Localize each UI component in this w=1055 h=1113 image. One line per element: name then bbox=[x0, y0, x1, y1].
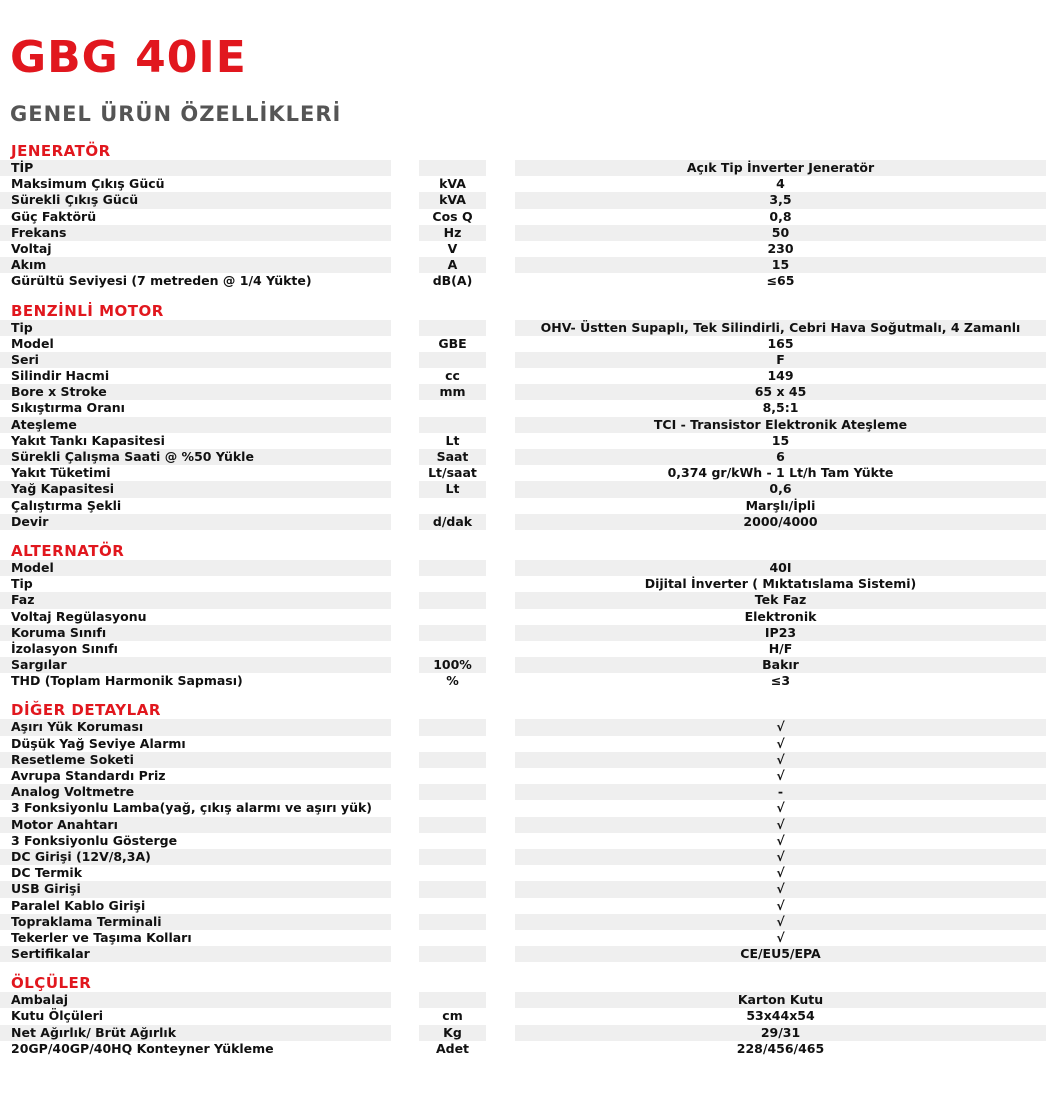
spec-value: 0,374 gr/kWh - 1 Lt/h Tam Yükte bbox=[667, 465, 894, 481]
spec-unit bbox=[419, 800, 486, 816]
spec-value: 6 bbox=[515, 449, 1046, 465]
spec-label: Koruma Sınıfı bbox=[0, 625, 391, 641]
spec-label: 3 Fonksiyonlu Gösterge bbox=[11, 832, 178, 848]
table-row bbox=[0, 1025, 1055, 1041]
spec-label: Sürekli Çalışma Saati @ %50 Yükle bbox=[0, 449, 391, 465]
spec-label: Ambalaj bbox=[0, 992, 391, 1008]
spec-unit bbox=[419, 833, 486, 849]
spec-label: Voltaj Regülasyonu bbox=[11, 608, 147, 624]
table-row bbox=[0, 768, 1055, 784]
table-row bbox=[0, 209, 1055, 225]
spec-unit bbox=[419, 160, 486, 176]
spec-label: Sargılar bbox=[0, 657, 391, 673]
spec-unit bbox=[419, 784, 486, 800]
section-title: JENERATÖR bbox=[11, 142, 111, 160]
spec-value: H/F bbox=[768, 640, 793, 656]
spec-label: Voltaj bbox=[11, 240, 52, 256]
table-row bbox=[0, 160, 1055, 176]
spec-label: Tip bbox=[11, 576, 33, 592]
spec-value: 65 x 45 bbox=[515, 384, 1046, 400]
spec-label: USB Girişi bbox=[0, 881, 391, 897]
spec-label: Silindir Hacmi bbox=[11, 368, 110, 384]
spec-value: Marşlı/İpli bbox=[745, 497, 816, 513]
spec-value: √ bbox=[776, 897, 785, 913]
table-row bbox=[0, 225, 1055, 241]
spec-label: Bore x Stroke bbox=[0, 384, 391, 400]
spec-value: ≤3 bbox=[770, 673, 791, 689]
table-row bbox=[0, 752, 1055, 768]
table-row bbox=[0, 336, 1055, 352]
table-row bbox=[0, 641, 1055, 657]
spec-value: √ bbox=[515, 817, 1046, 833]
product-title: GBG 40IE bbox=[10, 32, 247, 83]
spec-unit bbox=[419, 992, 486, 1008]
spec-label: Faz bbox=[0, 592, 391, 608]
spec-value: √ bbox=[776, 800, 785, 816]
table-row bbox=[0, 514, 1055, 530]
table-row bbox=[0, 560, 1055, 576]
spec-unit bbox=[419, 609, 486, 625]
spec-label: 20GP/40GP/40HQ Konteyner Yükleme bbox=[11, 1040, 274, 1056]
table-row bbox=[0, 833, 1055, 849]
spec-label: TİP bbox=[0, 160, 391, 176]
spec-unit bbox=[419, 930, 486, 946]
spec-label: Tekerler ve Taşıma Kolları bbox=[11, 929, 192, 945]
spec-value: 0,8 bbox=[769, 208, 792, 224]
spec-unit bbox=[419, 641, 486, 657]
spec-value: TCI - Transistor Elektronik Ateşleme bbox=[515, 417, 1046, 433]
spec-section bbox=[0, 542, 1055, 690]
spec-value: 50 bbox=[515, 225, 1046, 241]
spec-value: √ bbox=[776, 832, 785, 848]
spec-label: Analog Voltmetre bbox=[0, 784, 391, 800]
spec-value: 3,5 bbox=[515, 192, 1046, 208]
table-row bbox=[0, 992, 1055, 1008]
spec-label: 3 Fonksiyonlu Lamba(yağ, çıkış alarmı ve aşırı yük) bbox=[11, 800, 373, 816]
table-row bbox=[0, 176, 1055, 192]
spec-value: √ bbox=[776, 735, 785, 751]
spec-value: 53x44x54 bbox=[746, 1008, 815, 1024]
spec-unit: % bbox=[446, 673, 459, 689]
spec-unit: A bbox=[419, 257, 486, 273]
spec-label: Net Ağırlık/ Brüt Ağırlık bbox=[0, 1025, 391, 1041]
spec-value: 29/31 bbox=[515, 1025, 1046, 1041]
spec-unit: Lt bbox=[445, 432, 460, 448]
spec-value: Açık Tip İnverter Jeneratör bbox=[515, 160, 1046, 176]
spec-value: √ bbox=[776, 865, 785, 881]
spec-value: √ bbox=[515, 914, 1046, 930]
table-row bbox=[0, 817, 1055, 833]
table-row bbox=[0, 320, 1055, 336]
spec-unit bbox=[419, 719, 486, 735]
spec-value: Dijital İnverter ( Mıktatıslama Sistemi) bbox=[644, 576, 917, 592]
spec-unit: mm bbox=[419, 384, 486, 400]
section-title: BENZİNLİ MOTOR bbox=[11, 301, 164, 320]
table-row bbox=[0, 736, 1055, 752]
spec-value: Elektronik bbox=[744, 608, 817, 624]
spec-label: Aşırı Yük Koruması bbox=[0, 719, 391, 735]
spec-label: Çalıştırma Şekli bbox=[11, 497, 122, 513]
table-row bbox=[0, 592, 1055, 608]
spec-label: Seri bbox=[0, 352, 391, 368]
spec-unit: V bbox=[447, 240, 458, 256]
spec-value: 0,6 bbox=[515, 481, 1046, 497]
table-row bbox=[0, 576, 1055, 592]
spec-unit: Lt bbox=[419, 481, 486, 497]
spec-label: Yakıt Tankı Kapasitesi bbox=[11, 432, 165, 448]
spec-value: 149 bbox=[767, 368, 794, 384]
spec-section bbox=[0, 142, 1055, 290]
spec-value: √ bbox=[776, 768, 785, 783]
spec-value: √ bbox=[515, 849, 1046, 865]
spec-value: OHV- Üstten Supaplı, Tek Silindirli, Cebri Hava Soğutmalı, 4 Zamanlı bbox=[515, 320, 1046, 336]
spec-unit: Lt/saat bbox=[428, 465, 477, 481]
spec-label: Topraklama Terminali bbox=[0, 914, 391, 930]
spec-label: Model bbox=[11, 335, 54, 351]
spec-unit: Kg bbox=[419, 1025, 486, 1041]
table-row bbox=[0, 384, 1055, 400]
table-row bbox=[0, 241, 1055, 257]
spec-value: √ bbox=[515, 719, 1046, 735]
spec-value: 4 bbox=[776, 176, 785, 192]
spec-value: 15 bbox=[771, 432, 790, 448]
spec-unit bbox=[419, 881, 486, 897]
table-row bbox=[0, 865, 1055, 881]
table-row bbox=[0, 498, 1055, 514]
spec-unit bbox=[419, 752, 486, 768]
spec-label: Devir bbox=[0, 514, 391, 530]
table-row bbox=[0, 946, 1055, 962]
spec-label: Yakıt Tüketimi bbox=[11, 465, 111, 481]
spec-section bbox=[0, 701, 1055, 962]
spec-unit: 100% bbox=[419, 657, 486, 673]
spec-value: Tek Faz bbox=[515, 592, 1046, 608]
spec-value: 165 bbox=[767, 335, 794, 351]
spec-value: 15 bbox=[515, 257, 1046, 273]
spec-unit: Adet bbox=[435, 1040, 470, 1056]
spec-label: Model bbox=[0, 560, 391, 576]
spec-value: ≤65 bbox=[766, 273, 795, 289]
spec-label: DC Girişi (12V/8,3A) bbox=[0, 849, 391, 865]
spec-unit: dB(A) bbox=[432, 273, 473, 289]
spec-value: CE/EU5/EPA bbox=[515, 946, 1046, 962]
spec-unit bbox=[419, 417, 486, 433]
spec-unit bbox=[419, 914, 486, 930]
table-row bbox=[0, 273, 1055, 289]
spec-unit: cm bbox=[442, 1008, 463, 1024]
spec-label: DC Termik bbox=[11, 865, 83, 881]
table-row bbox=[0, 625, 1055, 641]
spec-value: 40I bbox=[515, 560, 1046, 576]
table-row bbox=[0, 257, 1055, 273]
spec-label: Güç Faktörü bbox=[11, 208, 97, 224]
spec-label: Paralel Kablo Girişi bbox=[11, 897, 146, 913]
table-row bbox=[0, 1008, 1055, 1024]
table-row bbox=[0, 881, 1055, 897]
spec-unit bbox=[419, 560, 486, 576]
table-row bbox=[0, 1041, 1055, 1057]
spec-label: Maksimum Çıkış Gücü bbox=[11, 176, 165, 192]
table-row bbox=[0, 481, 1055, 497]
spec-unit: kVA bbox=[419, 192, 486, 208]
spec-unit: GBE bbox=[438, 335, 467, 351]
table-row bbox=[0, 465, 1055, 481]
spec-section bbox=[0, 302, 1055, 530]
spec-value: 228/456/465 bbox=[736, 1040, 825, 1056]
table-row bbox=[0, 673, 1055, 689]
table-row bbox=[0, 352, 1055, 368]
spec-label: Gürültü Seviyesi (7 metreden @ 1/4 Yükte) bbox=[11, 273, 312, 289]
table-row bbox=[0, 433, 1055, 449]
spec-unit: kVA bbox=[439, 176, 466, 192]
spec-value: √ bbox=[515, 752, 1046, 768]
spec-value: 2000/4000 bbox=[515, 514, 1046, 530]
table-row bbox=[0, 417, 1055, 433]
table-row bbox=[0, 930, 1055, 946]
spec-unit bbox=[419, 898, 486, 914]
spec-unit: cc bbox=[445, 368, 460, 384]
spec-label: Kutu Ölçüleri bbox=[11, 1008, 104, 1024]
spec-label: Tip bbox=[0, 320, 391, 336]
spec-unit bbox=[419, 320, 486, 336]
spec-unit bbox=[419, 736, 486, 752]
table-row bbox=[0, 449, 1055, 465]
spec-unit: Cos Q bbox=[432, 208, 473, 224]
spec-label: Sertifikalar bbox=[0, 946, 391, 962]
table-row bbox=[0, 719, 1055, 735]
spec-label: Motor Anahtarı bbox=[0, 817, 391, 833]
spec-label: Frekans bbox=[0, 225, 391, 241]
section-title: ÖLÇÜLER bbox=[11, 974, 92, 993]
spec-unit bbox=[419, 849, 486, 865]
spec-label: Sıkıştırma Oranı bbox=[11, 400, 125, 416]
spec-unit: d/dak bbox=[419, 514, 486, 530]
table-row bbox=[0, 192, 1055, 208]
spec-unit bbox=[419, 768, 486, 784]
spec-label: Sürekli Çıkış Gücü bbox=[0, 192, 391, 208]
spec-value: Bakır bbox=[515, 657, 1046, 673]
spec-value: √ bbox=[515, 881, 1046, 897]
spec-unit: Saat bbox=[419, 449, 486, 465]
table-row bbox=[0, 609, 1055, 625]
table-row bbox=[0, 400, 1055, 416]
spec-label: İzolasyon Sınıfı bbox=[11, 640, 118, 656]
spec-unit bbox=[419, 625, 486, 641]
spec-unit bbox=[419, 946, 486, 962]
spec-unit bbox=[419, 498, 486, 514]
spec-value: F bbox=[515, 352, 1046, 368]
spec-label: Akım bbox=[0, 257, 391, 273]
spec-unit bbox=[419, 817, 486, 833]
spec-label: Yağ Kapasitesi bbox=[0, 481, 391, 497]
spec-unit bbox=[419, 400, 486, 416]
spec-label: Düşük Yağ Seviye Alarmı bbox=[11, 735, 186, 751]
spec-label: Avrupa Standardı Priz bbox=[11, 768, 166, 783]
section-title: DİĞER DETAYLAR bbox=[11, 701, 161, 720]
spec-value: Karton Kutu bbox=[515, 992, 1046, 1008]
spec-unit bbox=[419, 576, 486, 592]
spec-unit bbox=[419, 352, 486, 368]
table-row bbox=[0, 657, 1055, 673]
spec-label: THD (Toplam Harmonik Sapması) bbox=[11, 673, 243, 689]
spec-value: √ bbox=[776, 929, 785, 945]
table-row bbox=[0, 800, 1055, 816]
spec-unit bbox=[419, 592, 486, 608]
table-row bbox=[0, 898, 1055, 914]
table-row bbox=[0, 368, 1055, 384]
table-row bbox=[0, 784, 1055, 800]
spec-section bbox=[0, 974, 1055, 1057]
table-row bbox=[0, 849, 1055, 865]
table-row bbox=[0, 914, 1055, 930]
spec-value: 8,5:1 bbox=[762, 400, 799, 416]
page-subtitle: GENEL ÜRÜN ÖZELLİKLERİ bbox=[10, 102, 342, 126]
spec-value: 230 bbox=[767, 240, 794, 256]
spec-value: - bbox=[515, 784, 1046, 800]
section-title: ALTERNATÖR bbox=[11, 541, 125, 560]
spec-unit: Hz bbox=[419, 225, 486, 241]
spec-label: Ateşleme bbox=[0, 417, 391, 433]
spec-unit bbox=[419, 865, 486, 881]
spec-value: IP23 bbox=[515, 625, 1046, 641]
spec-label: Resetleme Soketi bbox=[0, 752, 391, 768]
spec-table bbox=[0, 142, 1055, 1069]
